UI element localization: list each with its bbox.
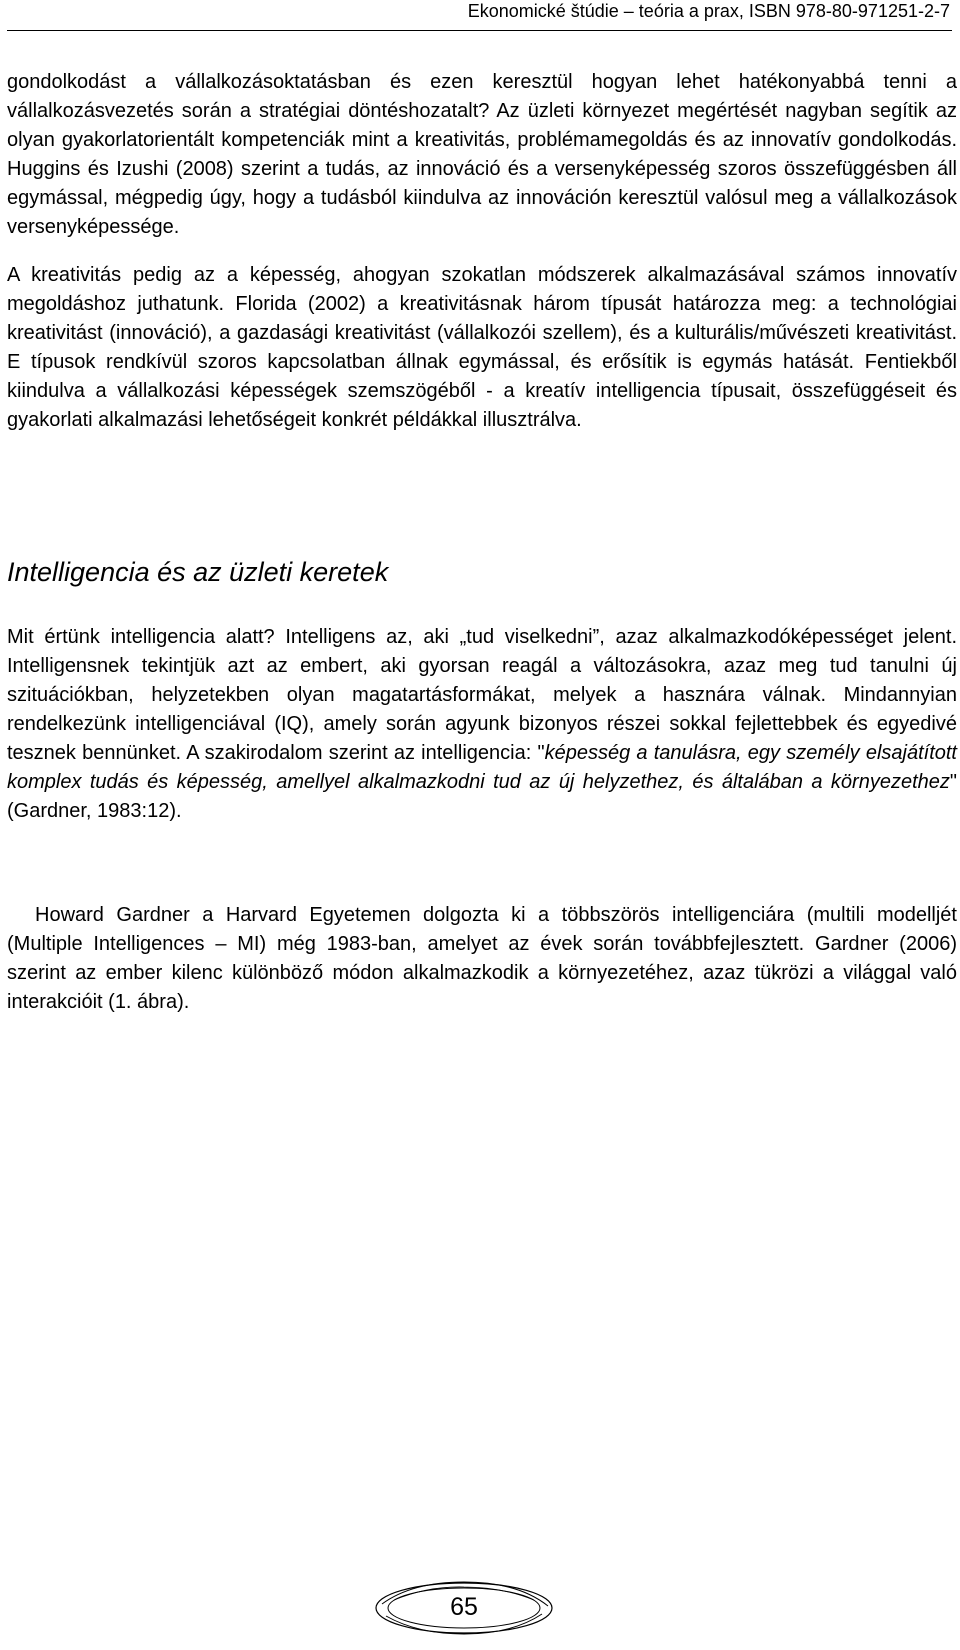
paragraph-4: Howard Gardner a Harvard Egyetemen dolgozta ki a többszörös intelligenciára (multili modelljét (Multiple Intelligences – MI) még 1983-ban, amelyet az évek során továbbfejlesztett. Gardner (2006) szerint az ember kilenc különböző módon alkalmazkodik a környezetéhez, azaz tükrözi a világgal való interakcióit (1. ábra). (7, 904, 957, 1013)
gardner-quote: képesség a tanulásra, egy személy elsajátított komplex tudás és képesség, amellyel alkalmazkodni tud az új helyzethez, és általában a környezethez (7, 742, 957, 793)
page-number-badge (372, 1578, 556, 1636)
paragraph-3-text: Mit értünk intelligencia alatt? Intelligens az, aki „tud viselkedni”, azaz alkalmazkodóképességet jelent. Intelligensnek tekintjük azt az embert, aki gyorsan reagál a változásokra, azaz meg tud tanulni új szituációkban, helyzetekben olyan magatartásformákat, melyek a hasznára válnak. Mindannyian rendelkezünk intelligenciával (IQ), amely során agyunk bizonyos részei sokkal fejlettebbek és egyedivé tesznek bennünket. A szakirodalom szerint az intelligencia: " (7, 626, 957, 764)
page-number: 65 (450, 1593, 478, 1621)
paragraph-2: A kreativitás pedig az a képesség, ahogyan szokatlan módszerek alkalmazásával számos innovatív megoldáshoz juthatunk. Florida (2002) a kreativitásnak három típusát határozza meg: a technológiai kreativitást (innováció), a gazdasági kreativitást (vállalkozói szellem), és a kulturális/művészeti kreativitást. E típusok rendkívül szoros kapcsolatban állnak egymással, és erősítik is egymás hatását. Fentiekből kiindulva a vállalkozási képességek szemszögéből - a kreatív intelligencia típusait, összefüggéseit és gyakorlati alkalmazási lehetőségeit konkrét példákkal illusztrálva. (7, 264, 957, 431)
paragraph-3-citation: " (Gardner, 1983:12). (7, 771, 957, 822)
header-divider (7, 30, 952, 31)
paragraph-3 (7, 623, 957, 826)
section-heading: Intelligencia és az üzleti keretek (7, 557, 389, 587)
paragraph-1: gondolkodást a vállalkozásoktatásban és ezen keresztül hogyan lehet hatékonyabbá tenni a vállalkozásvezetés során a stratégiai döntéshozatalt? Az üzleti környezet megértését nagyban segítik az olyan gyakorlatorientált kompetenciák mint a kreativitás, problémamegoldás és az innovatív gondolkodás. Huggins és Izushi (2008) szerint a tudás, az innováció és a versenyképesség szoros összefüggésben áll egymással, mégpedig úgy, hogy a tudásból kiindulva az innováción keresztül valósul meg a vállalkozások versenyképessége. (7, 71, 957, 238)
running-header (0, 0, 960, 20)
running-title: Ekonomické štúdie – teória a prax, ISBN 978-80-971251-2-7 (467, 1, 950, 21)
